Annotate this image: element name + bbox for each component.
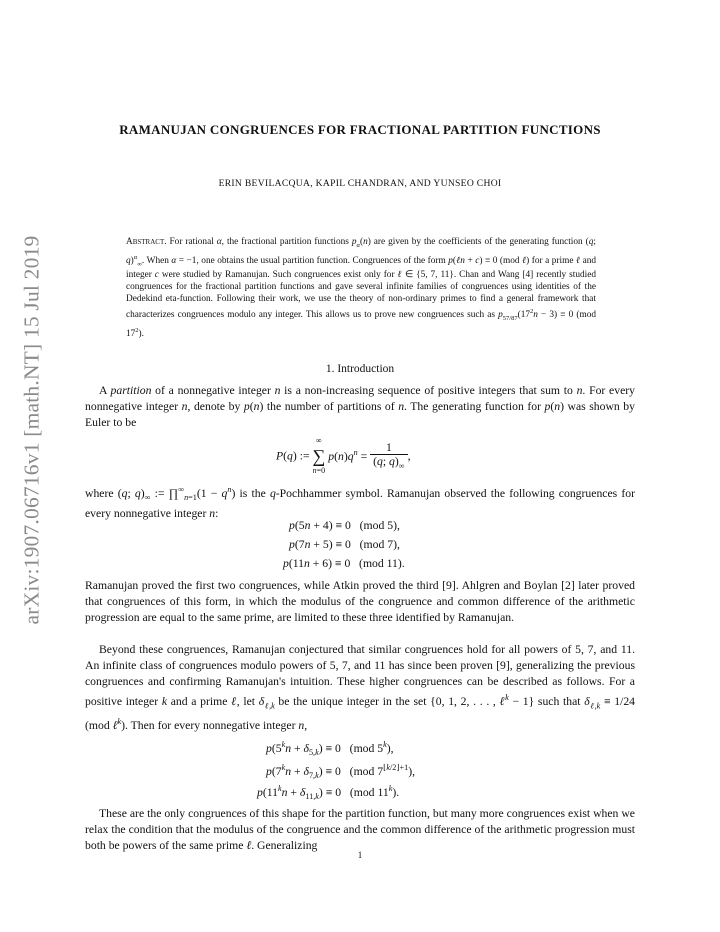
- abstract-label: Abstract.: [126, 237, 167, 247]
- paragraph-beyond: Beyond these congruences, Ramanujan conjectured that similar congruences hold for all powers of 5, 7, and 11. An infinite class of congruences modulo powers of 5, 7, and 11 has since been proven [9], generalizing the previous congruences and confirming Ramanujan's intuition. These higher congruences can be described as follows. For a positive integer k and a prime ℓ, let $\delta_{\ell,k}$ be the unique integer in the set {0, 1, 2, . . . , ℓ$^k$ − 1} such that $\delta_{\ell,k} \equiv 1/24$ (mod ℓ$^k$). Then for every nonnegative integer n,: [85, 643, 636, 733]
- page-number: 1: [357, 850, 363, 860]
- equation-power-congruence-7: $p(7^kn + \delta_{7,k}) \equiv 0$ (mod $7^{⌊k/2⌋+1}$),: [266, 763, 416, 781]
- equation-congruence-5: p(5n + 4) ≡ 0 (mod 5),: [289, 519, 400, 532]
- equation-power-congruence-11: $p(11^kn + \delta_{11,k}) \equiv 0$ (mod 11$^k$).: [257, 784, 400, 802]
- paragraph-intro: A partition of a nonnegative integer n is a non-increasing sequence of positive integers that sum to n. For every nonnegative integer n, denote by p(n) the number of partitions of n. The generating function for p(n) was shown by Euler to be: [85, 384, 635, 429]
- paragraph-atkin: Ramanujan proved the first two congruences, while Atkin proved the third [9]. Ahlgren and Boylan [2] later proved that congruences of this form, in which the modulus of the congruence and common difference of the arithmetic progression are equal to the same prime, are limited to these three identified by Ramanujan.: [85, 579, 635, 624]
- paper-title: RAMANUJAN CONGRUENCES FOR FRACTIONAL PARTITION FUNCTIONS: [119, 122, 601, 137]
- paragraph-pochhammer: where (q; $q)_\infty$ := $\prod^\infty_{n=1}(1 - q^n)$ is the q-Pochhammer symbol. Ramanujan observed the following congruences for every nonnegative integer n:: [85, 485, 636, 521]
- equation-generating-function: P(q) := ∞ ∑ n=0 $p(n)q^n$ = $\frac{1}{(q; q)_\infty}$ ,: [276, 436, 411, 475]
- equation-congruence-7: p(7n + 5) ≡ 0 (mod 7),: [289, 538, 400, 551]
- paper-authors: ERIN BEVILACQUA, KAPIL CHANDRAN, AND YUNSEO CHOI: [218, 178, 502, 189]
- abstract: [126, 237, 596, 340]
- section-heading: 1. Introduction: [325, 363, 395, 375]
- abstract-body: For rational α, the fractional partition functions $p_\alpha(n)$ are given by the coefficients of the generating function (q; q)$^\alpha_\infty$. When α = −1, one obtains the usual partition function. Congruences of the form p(ℓn + c) ≡ 0 (mod ℓ) for a prime ℓ and integer c were studied by Ramanujan. Such congruences exist only for ℓ ∈ {5, 7, 11}. Chan and Wang [4] recently studied congruences for the fractional partition functions and gave several infinite families of congruences using identities of the Dedekind eta-function. Following their work, we use the theory of non-ordinary primes to find a general framework that characterizes congruences modulo any integer. This allows us to prove new congruences such as $p_{57/87}(17^2n - 3) \equiv 0$ (mod $17^2$).: [126, 237, 597, 339]
- equation-congruence-11: p(11n + 6) ≡ 0 (mod 11).: [283, 557, 405, 570]
- arxiv-identifier: arXiv:1907.06716v1 [math.NT] 15 Jul 2019: [19, 235, 44, 625]
- equation-power-congruence-5: $p(5^kn + \delta_{5,k}) \equiv 0$ (mod 5$^k$),: [266, 740, 394, 758]
- paragraph-shape: These are the only congruences of this shape for the partition function, but many more congruences exist when we relax the condition that the modulus of the congruence and the common difference of the arithmetic progression must both be powers of the same prime ℓ. Generalizing: [85, 807, 635, 852]
